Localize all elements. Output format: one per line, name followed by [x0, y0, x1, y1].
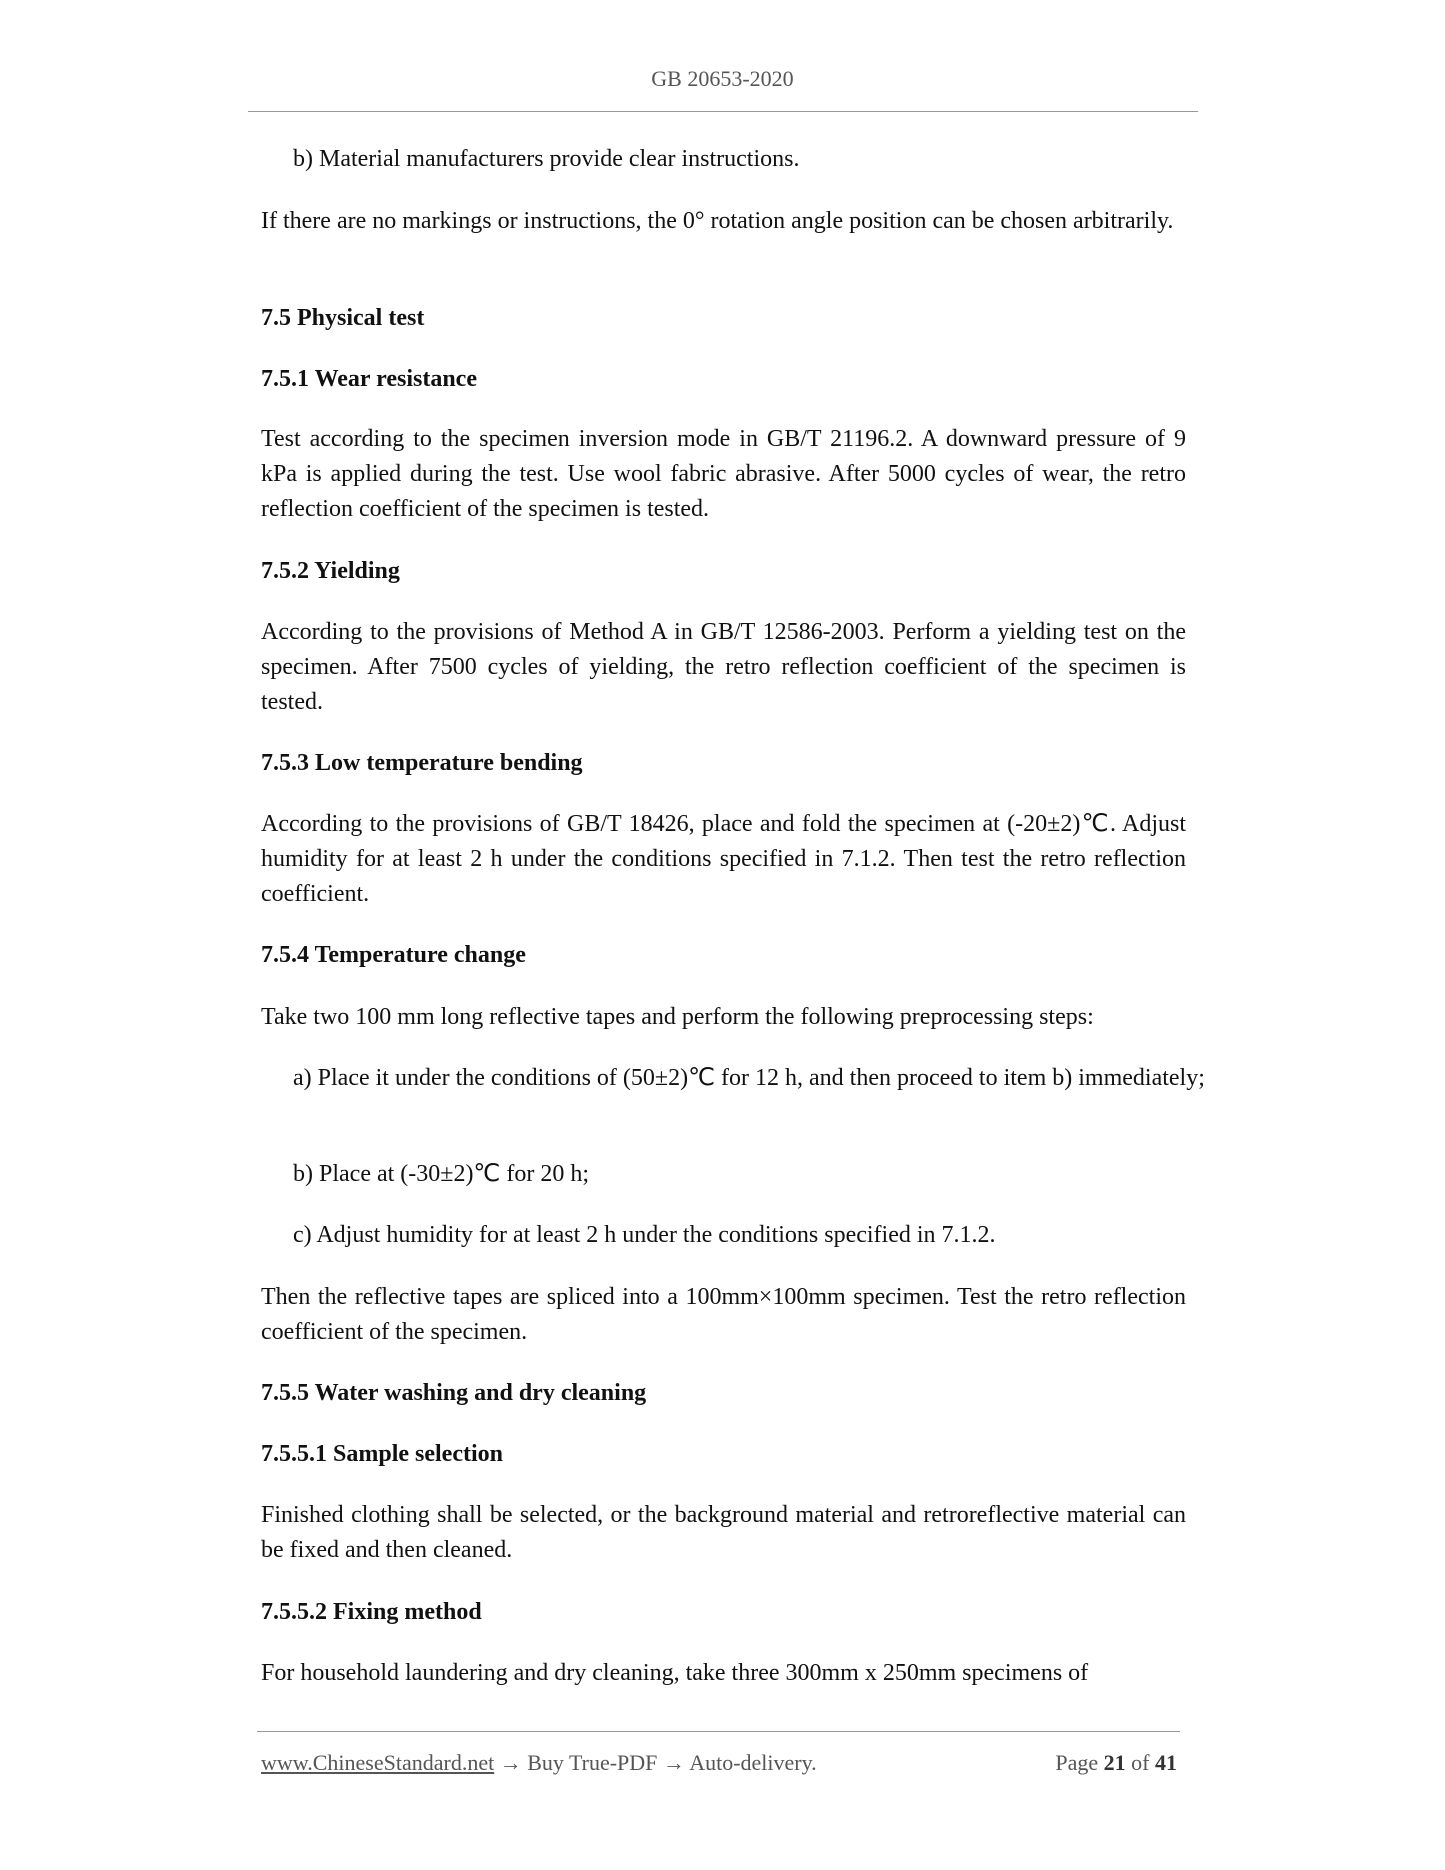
- website-link[interactable]: www.ChineseStandard.net: [261, 1750, 495, 1775]
- page-label: Page: [1055, 1750, 1099, 1775]
- footer-divider: [257, 1731, 1180, 1732]
- section-heading: 7.5.1 Wear resistance: [261, 366, 477, 392]
- section-heading: 7.5.3 Low temperature bending: [261, 750, 583, 776]
- footer-promo-text: → Buy True-PDF → Auto-delivery.: [494, 1750, 817, 1775]
- header-divider: [248, 111, 1198, 112]
- section-heading: 7.5.5 Water washing and dry cleaning: [261, 1380, 647, 1406]
- list-item: a) Place it under the conditions of (50±2)℃ for 12 h, and then proceed to item b) immediately;: [293, 1065, 1205, 1091]
- list-item: b) Material manufacturers provide clear instructions.: [293, 146, 800, 172]
- paragraph: If there are no markings or instructions, the 0° rotation angle position can be chosen arbitrarily.: [261, 208, 1174, 234]
- header-title: GB 20653-2020: [651, 66, 794, 91]
- list-item: c) Adjust humidity for at least 2 h under the conditions specified in 7.1.2.: [293, 1222, 996, 1248]
- section-heading: 7.5.4 Temperature change: [261, 942, 526, 968]
- of-label: of: [1131, 1750, 1150, 1775]
- section-heading: 7.5.2 Yielding: [261, 558, 400, 584]
- section-heading: 7.5.5.2 Fixing method: [261, 1599, 482, 1625]
- paragraph: Finished clothing shall be selected, or the background material and retroreflective material can be fixed and then cleaned.: [261, 1502, 1186, 1563]
- page-total: 41: [1155, 1750, 1177, 1775]
- paragraph: Test according to the specimen inversion mode in GB/T 21196.2. A downward pressure of 9 kPa is applied during the test. Use wool fabric abrasive. After 5000 cycles of wear, the retro reflection coefficient of the specimen is tested.: [261, 426, 1186, 522]
- list-item: b) Place at (-30±2)℃ for 20 h;: [293, 1161, 590, 1187]
- footer-promo: [261, 1750, 817, 1776]
- paragraph: According to the provisions of Method A in GB/T 12586-2003. Perform a yielding test on the specimen. After 7500 cycles of yielding, the retro reflection coefficient of the specimen is tested.: [261, 619, 1186, 715]
- page-number: 21: [1103, 1750, 1126, 1775]
- paragraph: For household laundering and dry cleaning, take three 300mm x 250mm specimens of: [261, 1660, 1089, 1686]
- section-heading: 7.5.5.1 Sample selection: [261, 1441, 503, 1467]
- page-indicator: [1055, 1750, 1177, 1776]
- paragraph: Then the reflective tapes are spliced into a 100mm×100mm specimen. Test the retro reflection coefficient of the specimen.: [261, 1284, 1186, 1345]
- section-heading: 7.5 Physical test: [261, 305, 425, 331]
- paragraph: According to the provisions of GB/T 18426, place and fold the specimen at (-20±2)℃. Adjust humidity for at least 2 h under the conditions specified in 7.1.2. Then test the retro reflection coefficient.: [261, 811, 1186, 907]
- paragraph: Take two 100 mm long reflective tapes and perform the following preprocessing steps:: [261, 1004, 1094, 1030]
